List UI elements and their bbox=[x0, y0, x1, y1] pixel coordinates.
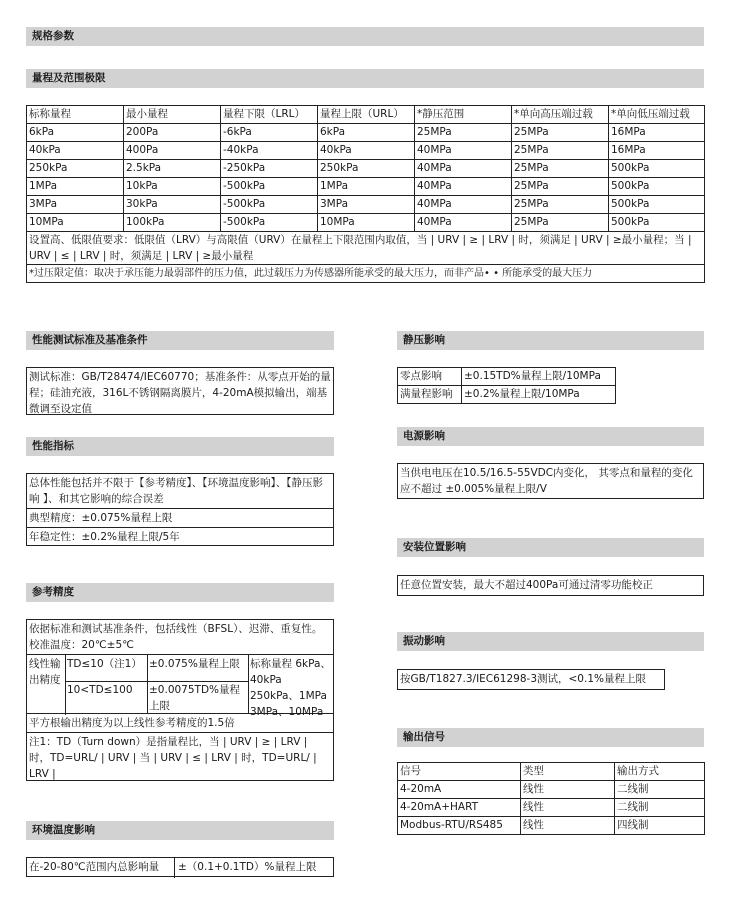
static-table bbox=[397, 367, 616, 404]
table-row bbox=[27, 214, 705, 232]
performance-list bbox=[26, 473, 334, 546]
accuracy-grid bbox=[27, 655, 333, 718]
vibration-section-title: 振动影响 bbox=[397, 632, 704, 651]
list-item: 典型精度：±0.075%量程上限 bbox=[27, 509, 333, 528]
table-row bbox=[27, 142, 705, 160]
cell: 线性 bbox=[521, 817, 615, 835]
cell: 500kPa bbox=[609, 178, 705, 196]
list-item: 总体性能包括并不限于【参考精度】、【环境温度影响】、【静压影响 】、和其它影响的综合误差 bbox=[27, 474, 333, 509]
output-table bbox=[397, 762, 705, 835]
range-note-row bbox=[27, 265, 705, 283]
cell: 25MPa bbox=[415, 124, 512, 142]
cell: -500kPa bbox=[221, 178, 318, 196]
output-header-row bbox=[398, 763, 705, 781]
cell: Modbus-RTU/RS485 bbox=[398, 817, 521, 835]
cell: 二线制 bbox=[615, 781, 705, 799]
range-note-overload: *过压限定值：取决于承压能力最弱部件的压力值，此过载压力为传感器所能承受的最大压力，而非产品• • 所能承受的最大压力 bbox=[27, 265, 705, 283]
cell: 25MPa bbox=[512, 196, 609, 214]
accuracy-block bbox=[26, 619, 334, 781]
standard-text: 测试标准：GB/T28474/IEC60770；基准条件：从零点开始的量程；硅油充液，316L不锈钢隔离膜片，4-20mA模拟输出，端基微调至设定值 bbox=[26, 367, 334, 415]
cell: 40MPa bbox=[415, 196, 512, 214]
accuracy-cond-1: TD≤10（注1） bbox=[65, 655, 148, 682]
cell: 500kPa bbox=[609, 160, 705, 178]
accuracy-note: 注1：TD（Turn down）是指量程比，当 | URV | ≥ | LRV | 时，TD=URL/ | URV | 当 | URV | ≤ | LRV | 时，TD=URL/ | LRV | bbox=[29, 736, 317, 780]
table-row bbox=[398, 817, 705, 835]
cell: -500kPa bbox=[221, 214, 318, 232]
range-col-3: 量程上限（URL） bbox=[318, 106, 415, 124]
mounting-text: 任意位置安装，最大不超过400Pa可通过清零功能校正 bbox=[397, 575, 704, 596]
table-row bbox=[27, 160, 705, 178]
cell: 25MPa bbox=[512, 160, 609, 178]
cell: 25MPa bbox=[512, 178, 609, 196]
cell: 250kPa bbox=[27, 160, 124, 178]
ambient-row bbox=[26, 857, 334, 877]
cell: 3MPa bbox=[318, 196, 415, 214]
cell: 6kPa bbox=[27, 124, 124, 142]
accuracy-intro: 依据标准和测试基准条件，包括线性（BFSL）、迟滞、重复性。校准温度：20℃±5℃ bbox=[27, 620, 333, 655]
output-col-mode: 输出方式 bbox=[615, 763, 705, 781]
output-col-type: 类型 bbox=[521, 763, 615, 781]
ambient-label: 在-20-80℃范围内总影响量 bbox=[27, 858, 175, 878]
cell: 16MPa bbox=[609, 142, 705, 160]
cell: -6kPa bbox=[221, 124, 318, 142]
spec-header: 规格参数 bbox=[26, 27, 704, 46]
table-row bbox=[398, 799, 705, 817]
table-row bbox=[398, 781, 705, 799]
cell: 100kPa bbox=[124, 214, 221, 232]
standard-section-title: 性能测试标准及基准条件 bbox=[26, 331, 334, 350]
cell: 4-20mA+HART bbox=[398, 799, 521, 817]
cell: 40MPa bbox=[415, 178, 512, 196]
cell: 16MPa bbox=[609, 124, 705, 142]
cell: 40kPa bbox=[27, 142, 124, 160]
cell: 40MPa bbox=[415, 160, 512, 178]
static-section-title: 静压影响 bbox=[397, 331, 704, 350]
cell: 6kPa bbox=[318, 124, 415, 142]
accuracy-label: 线性输出精度 bbox=[27, 655, 66, 715]
cell: 25MPa bbox=[512, 142, 609, 160]
static-full-value: ±0.2%量程上限/10MPa bbox=[462, 386, 616, 404]
range-block bbox=[26, 105, 704, 294]
vibration-text: 按GB/T1827.3/IEC61298-3测试，<0.1%量程上限 bbox=[397, 669, 665, 690]
output-col-signal: 信号 bbox=[398, 763, 521, 781]
accuracy-value-1: ±0.075%量程上限 bbox=[147, 655, 249, 682]
range-col-4: *静压范围 bbox=[415, 106, 512, 124]
accuracy-ranges: 标称量程 6kPa、40kPa 250kPa、1MPa 3MPa、10MPa bbox=[250, 658, 331, 718]
range-note-limits: 设置高、低限值要求：低限值（LRV）与高限值（URV）在量程上下限范围内取值，当 | URV | ≥ | LRV | 时，须满足 | URV | ≥最小量程；当 | URV | ≤ | LRV | 时，须满足 | LRV | ≥最小量程 bbox=[27, 232, 705, 265]
range-section-title: 量程及范围极限 bbox=[26, 69, 704, 88]
cell: 25MPa bbox=[512, 214, 609, 232]
cell: 2.5kPa bbox=[124, 160, 221, 178]
cell: 10MPa bbox=[27, 214, 124, 232]
cell: 40kPa bbox=[318, 142, 415, 160]
performance-section-title: 性能指标 bbox=[26, 437, 334, 456]
cell: -500kPa bbox=[221, 196, 318, 214]
accuracy-section-title: 参考精度 bbox=[26, 583, 334, 602]
cell: 1MPa bbox=[27, 178, 124, 196]
cell: 3MPa bbox=[27, 196, 124, 214]
cell: 40MPa bbox=[415, 142, 512, 160]
output-section-title: 输出信号 bbox=[397, 728, 704, 747]
cell: 4-20mA bbox=[398, 781, 521, 799]
cell: -40kPa bbox=[221, 142, 318, 160]
cell: 1MPa bbox=[318, 178, 415, 196]
accuracy-sqrt: 平方根输出精度为以上线性参考精度的1.5倍 bbox=[27, 714, 333, 733]
table-row bbox=[27, 124, 705, 142]
cell: 线性 bbox=[521, 781, 615, 799]
accuracy-cond-2: 10<TD≤100 bbox=[65, 681, 148, 713]
cell: 200Pa bbox=[124, 124, 221, 142]
accuracy-value-2: ±0.0075TD%量程上限 bbox=[147, 681, 249, 713]
table-row bbox=[398, 368, 616, 386]
range-col-5: *单向高压端过载 bbox=[512, 106, 609, 124]
mounting-section-title: 安装位置影响 bbox=[397, 538, 704, 557]
cell: 400Pa bbox=[124, 142, 221, 160]
ambient-value: ±（0.1+0.1TD）%量程上限 bbox=[178, 861, 317, 873]
power-section-title: 电源影响 bbox=[397, 427, 704, 446]
cell: -250kPa bbox=[221, 160, 318, 178]
power-text: 当供电电压在10.5/16.5-55VDC内变化， 其零点和量程的变化应不超过 ±0.005%量程上限/V bbox=[397, 463, 704, 499]
table-row bbox=[27, 178, 705, 196]
static-full-label: 满量程影响 bbox=[398, 386, 462, 404]
cell: 四线制 bbox=[615, 817, 705, 835]
list-item: 年稳定性：±0.2%量程上限/5年 bbox=[29, 531, 180, 543]
range-col-6: *单向低压端过载 bbox=[609, 106, 705, 124]
cell: 10MPa bbox=[318, 214, 415, 232]
range-note-row bbox=[27, 232, 705, 265]
range-col-2: 量程下限（LRL） bbox=[221, 106, 318, 124]
range-col-0: 标称量程 bbox=[27, 106, 124, 124]
cell: 线性 bbox=[521, 799, 615, 817]
cell: 500kPa bbox=[609, 214, 705, 232]
cell: 250kPa bbox=[318, 160, 415, 178]
static-zero-value: ±0.15TD%量程上限/10MPa bbox=[462, 368, 616, 386]
cell: 25MPa bbox=[512, 124, 609, 142]
ambient-section-title: 环境温度影响 bbox=[26, 821, 334, 840]
cell: 二线制 bbox=[615, 799, 705, 817]
cell: 500kPa bbox=[609, 196, 705, 214]
range-header-row bbox=[27, 106, 705, 124]
table-row bbox=[398, 386, 616, 404]
table-row bbox=[27, 196, 705, 214]
range-col-1: 最小量程 bbox=[124, 106, 221, 124]
cell: 40MPa bbox=[415, 214, 512, 232]
range-table bbox=[26, 105, 705, 283]
cell: 10kPa bbox=[124, 178, 221, 196]
cell: 30kPa bbox=[124, 196, 221, 214]
static-zero-label: 零点影响 bbox=[398, 368, 462, 386]
